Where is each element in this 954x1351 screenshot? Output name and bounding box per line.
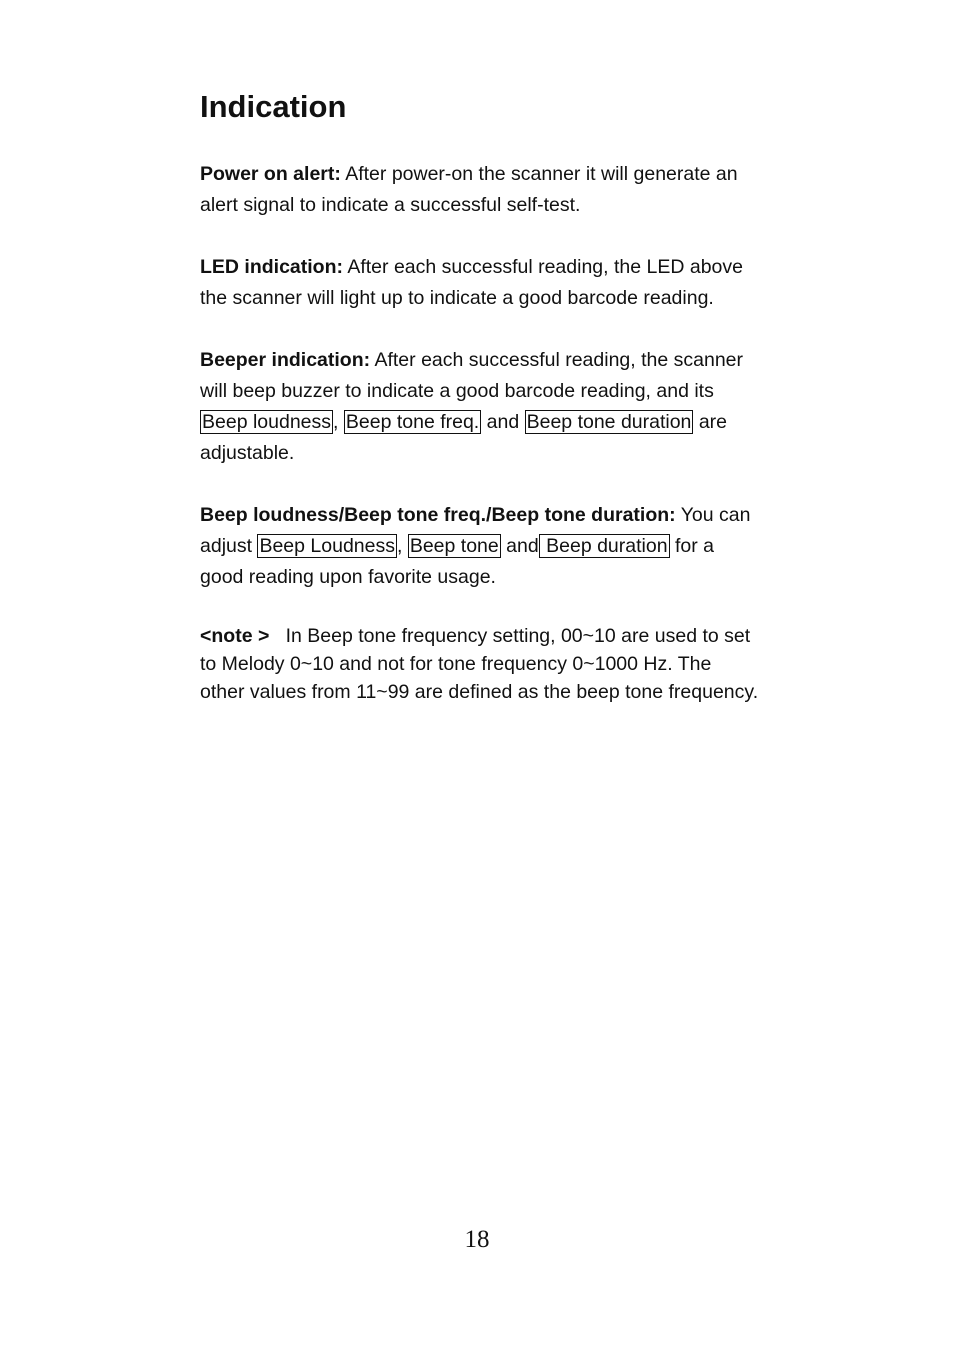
separator: , [333, 411, 344, 433]
beep-adjust-paragraph [200, 500, 760, 593]
led-indication-paragraph [200, 252, 760, 314]
beeper-indication-paragraph [200, 345, 760, 469]
page-content [200, 88, 760, 706]
note-text: In Beep tone frequency setting, 00~10 are used to set to Melody 0~10 and not for tone frequency 0~1000 Hz. The other values from 11~99 are defined as the beep tone frequency. [200, 625, 759, 703]
beep-loudness-setting-ref: Beep Loudness [259, 535, 395, 557]
beeper-indication-tail: are adjustable. [200, 411, 728, 464]
beep-tone-freq-ref: Beep tone freq. [345, 411, 480, 433]
page-title: Indication [200, 89, 347, 124]
beep-adjust-label: Beep loudness/Beep tone freq./Beep tone duration: [200, 504, 676, 526]
note-paragraph [200, 622, 760, 706]
beeper-indication-label: Beeper indication: [200, 349, 371, 371]
separator: , [396, 535, 408, 557]
page-number: 18 [464, 1226, 490, 1253]
note-label: <note > [200, 625, 270, 647]
power-on-alert-paragraph [200, 159, 760, 221]
separator: and [481, 411, 525, 433]
beep-duration-setting-ref: Beep duration [540, 535, 668, 557]
beep-tone-duration-ref: Beep tone duration [526, 411, 692, 433]
beep-loudness-ref: Beep loudness [202, 411, 332, 433]
power-on-alert-label: Power on alert: [200, 163, 341, 185]
beeper-indication-text: After each successful reading, the scanner will beep buzzer to indicate a good barcode reading, and its [200, 349, 744, 402]
beep-adjust-tail: for a good reading upon favorite usage. [200, 535, 714, 588]
led-indication-label: LED indication: [200, 256, 343, 278]
separator: and [500, 535, 539, 557]
beep-tone-setting-ref: Beep tone [409, 535, 499, 557]
beep-adjust-text: You can adjust [200, 504, 751, 557]
power-on-alert-text: After power-on the scanner it will generate an alert signal to indicate a successful self-test. [200, 163, 738, 216]
led-indication-text: After each successful reading, the LED above the scanner will light up to indicate a good barcode reading. [200, 256, 743, 309]
